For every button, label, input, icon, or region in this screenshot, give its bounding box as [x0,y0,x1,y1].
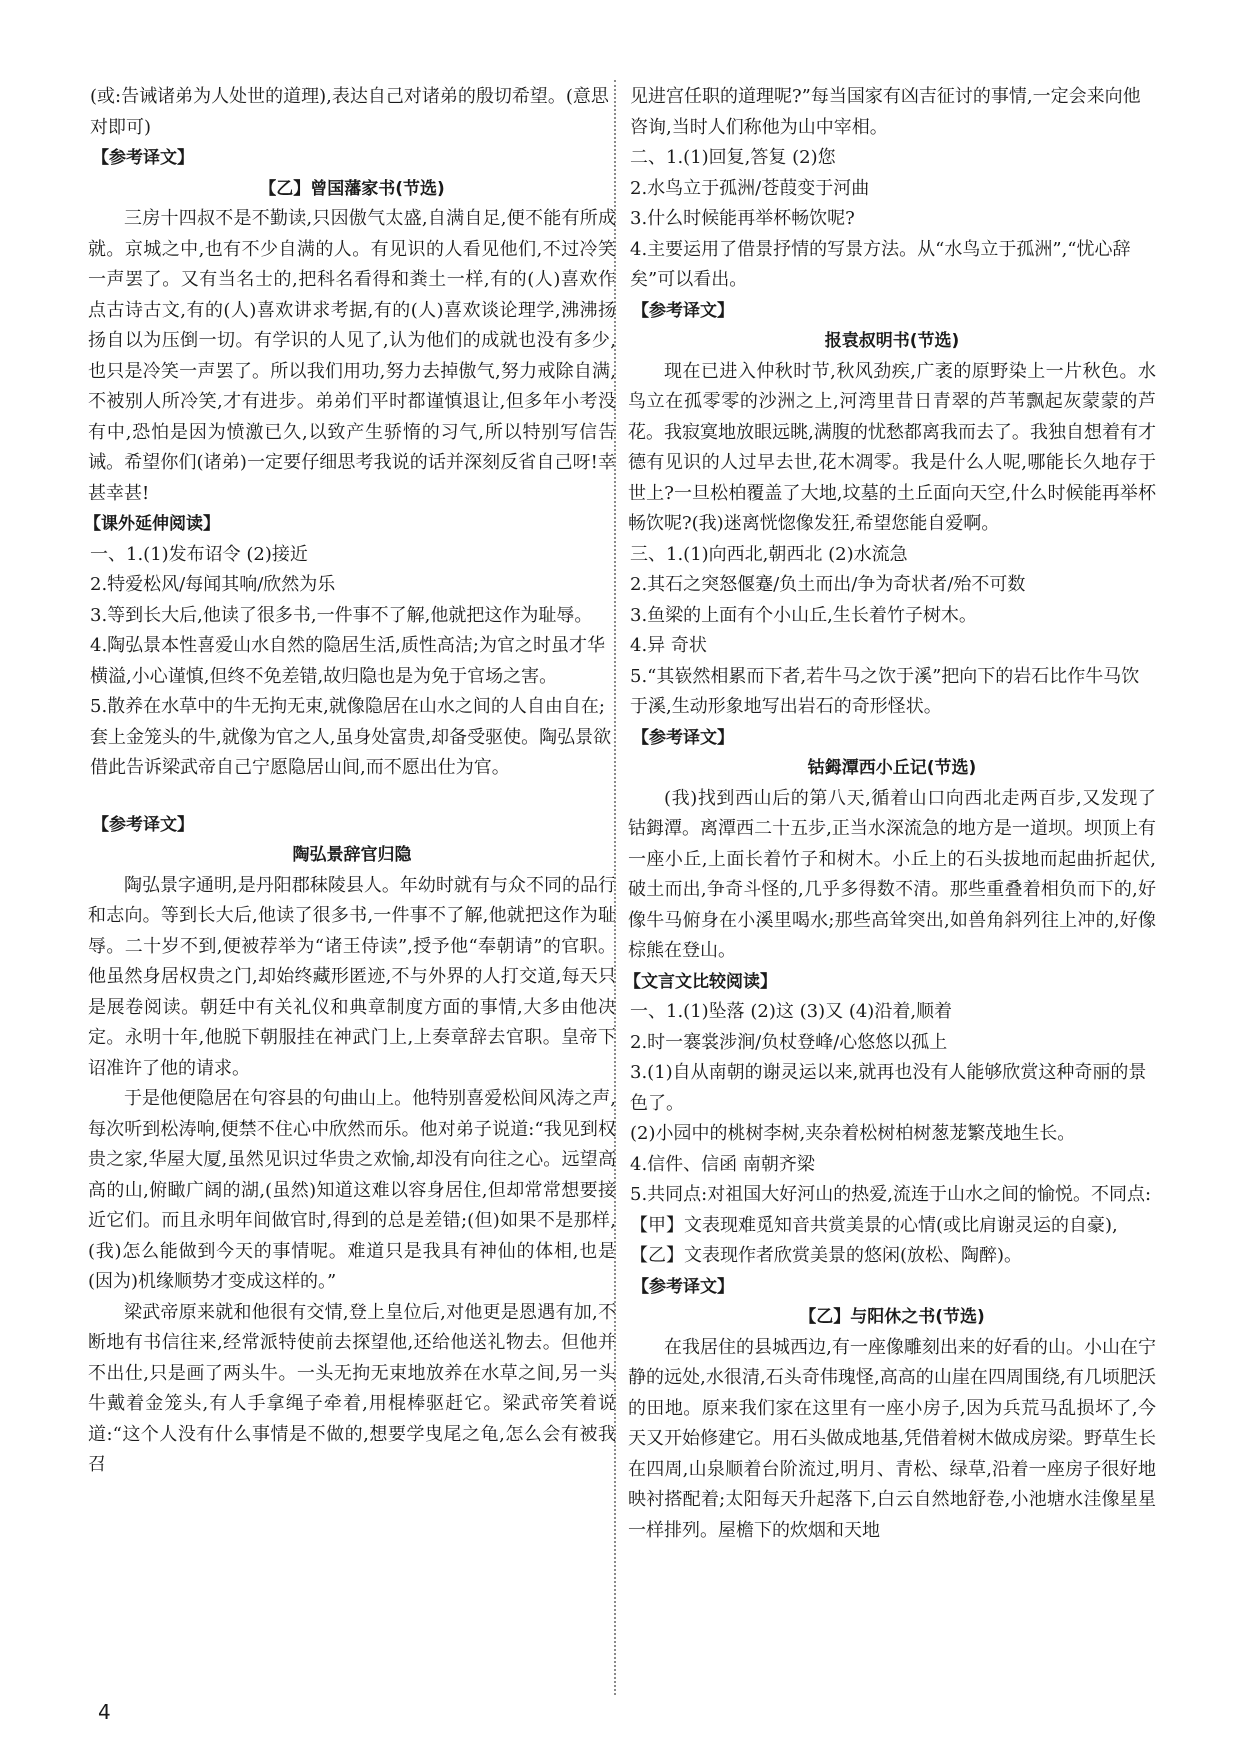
answer-line: 3.等到长大后,他读了很多书,一件事不了解,他就把这作为耻辱。 [90,604,593,626]
answer-line: 2.特爱松风/每闻其响/欣然为乐 [90,574,336,595]
answer-line: 一、1.(1)发布诏令 (2)接近 [90,543,308,565]
reference-translation-label: 【参考译文】 [92,148,194,168]
spacer [88,784,616,810]
answer-line: 5.散养在水草中的牛无拘无束,就像隐居在山水之间的人自由自在;套上金笼头的牛,就像为官之人,虽身处富贵,却备受驱使。陶弘景欲借此告诉梁武帝自己宁愿隐居山间,而不愿出仕为官。 [90,696,612,778]
reference-translation-label: 【参考译文】 [632,727,734,748]
answer-line: 3.鱼梁的上面有个小山丘,生长着竹子树木。 [630,604,977,626]
translation-paragraph: (我)找到西山后的第八天,循着山口向西北走两百步,又发现了钴鉧潭。离潭西二十五步,正当水深流急的地方是一道坝。坝顶上有一座小丘,上面长着竹子和树木。小丘上的石头拔地而起曲折起伏,破土而出,争奇斗怪的,几乎多得数不清。那些重叠着相负而下的,好像牛马俯身在小溪里喝水;那些高耸突出,如兽角斜列往上冲的,好像棕熊在登山。 [628,787,1156,961]
passage-title: 陶弘景辞官归隐 [292,845,412,865]
answer-line: 4.异 奇状 [630,635,707,656]
section-heading: 【文言文比较阅读】 [624,971,777,992]
answer-line: 3.什么时候能再举杯畅饮呢? [630,208,855,229]
answer-line: 4.主要运用了借景抒情的写景方法。从“水鸟立于孤洲”,“忧心辞矣”可以看出。 [630,238,1131,290]
column-divider [614,80,616,1695]
translation-paragraph: 在我居住的县城西边,有一座像雕刻出来的好看的山。小山在宁静的远处,水很清,石头奇伟瑰怪,高高的山崖在四周围绕,有几顷肥沃的田地。原来我们家在这里有一座小房子,因为兵荒马乱损坏了,今天又开始修建它。用石头做成地基,凭借着树木做成房梁。野草生长在四周,山泉顺着台阶流过,明月、青松、绿草,沿着一座房子很好地映衬搭配着;太阳每天升起落下,白云自然地舒卷,小池塘水洼像星星一样排列。屋檐下的炊烟和天地 [628,1336,1156,1541]
answer-line: 二、1.(1)回复,答复 (2)您 [630,147,836,168]
answer-line: 4.陶弘景本性喜爱山水自然的隐居生活,质性高洁;为官之时虽才华横溢,小心谨慎,但终不免差错,故归隐也是为免于官场之害。 [90,635,605,687]
reference-translation-label: 【参考译文】 [632,1276,734,1297]
translation-paragraph: 三房十四叔不是不勤读,只因傲气太盛,自满自足,便不能有所成就。京城之中,也有不少自满的人。有见识的人看见他们,不过冷笑一声罢了。又有当名士的,把科名看得和粪土一样,有的(人)喜欢作点古诗古文,有的(人)喜欢讲求考据,有的(人)喜欢谈论理学,沸沸扬扬自以为压倒一切。有学识的人见了,认为他们的成就也没有多少,也只是冷笑一声罢了。所以我们用功,努力去掉傲气,努力戒除自满,不被别人所冷笑,才有进步。弟弟们平时都谨慎退让,但多年小考没有中,恐怕是因为愤激已久,以致产生骄惰的习气,所以特别写信告诫。希望你们(诸弟)一定要仔细思考我说的话并深刻反省自己呀!幸甚幸甚! [88,208,616,504]
answer-line: (2)小园中的桃树李树,夹杂着松树柏树葱茏繁茂地生长。 [630,1123,1076,1144]
translation-paragraph: 梁武帝原来就和他很有交情,登上皇位后,对他更是恩遇有加,不断地有书信往来,经常派特使前去探望他,还给他送礼物去。但他并不出仕,只是画了两头牛。一头无拘无束地放养在水草之间,另一头牛戴着金笼头,有人手拿绳子牵着,用棍棒驱赶它。梁武帝笑着说道:“这个人没有什么事情是不做的,想要学曳尾之龟,怎么会有被我召 [88,1301,616,1475]
answer-line: 5.共同点:对祖国大好河山的热爱,流连于山水之间的愉悦。不同点:【甲】文表现难觅知音共赏美景的心情(或比肩谢灵运的自豪),【乙】文表现作者欣赏美景的悠闲(放松、陶醉)。 [630,1184,1152,1266]
answer-line: 2.其石之突怒偃蹇/负土而出/争为奇状者/殆不可数 [630,574,1026,595]
passage-title: 报袁叔明书(节选) [824,331,960,351]
left-column [84,82,616,1481]
passage-title: 钴鉧潭西小丘记(节选) [807,758,977,778]
answer-line: 一、1.(1)坠落 (2)这 (3)又 (4)沿着,顺着 [630,1001,953,1022]
answer-line: 5.“其嵚然相累而下者,若牛马之饮于溪”把向下的岩石比作牛马饮于溪,生动形象地写出岩石的奇形怪状。 [630,665,1140,717]
passage-title: 【乙】曾国藩家书(节选) [259,178,445,199]
answer-line: 见进宫任职的道理呢?”每当国家有凶吉征讨的事情,一定会来向他咨询,当时人们称他为山中宰相。 [630,86,1141,138]
answer-line: 2.水鸟立于孤洲/苍葭变于河曲 [630,177,870,199]
answer-line: 4.信件、信函 南朝齐梁 [630,1153,815,1175]
answer-line: 三、1.(1)向西北,朝西北 (2)水流急 [630,543,908,565]
translation-paragraph: 现在已进入仲秋时节,秋风劲疾,广袤的原野染上一片秋色。水鸟立在孤零零的沙洲之上,河湾里昔日青翠的芦苇飘起灰蒙蒙的芦花。我寂寞地放眼远眺,满腹的忧愁都离我而去了。我独自想着有才德有见识的人过早去世,花木凋零。我是什么人呢,哪能长久地存于世上?一旦松柏覆盖了大地,坟墓的土丘面向天空,什么时候能再举杯畅饮呢?(我)迷离恍惚像发狂,希望您能自爱啊。 [628,360,1156,534]
section-heading: 【课外延伸阅读】 [84,514,220,534]
answer-line: 3.(1)自从南朝的谢灵运以来,就再也没有人能够欣赏这种奇丽的景色了。 [630,1062,1147,1114]
translation-paragraph: 于是他便隐居在句容县的句曲山上。他特别喜爱松间风涛之声,每次听到松涛响,便禁不住心中欣然而乐。他对弟子说道:“我见到权贵之家,华屋大厦,虽然见识过华贵之欢愉,却没有向往之心。远望高高的山,俯瞰广阔的湖,(虽然)知道这难以容身居住,但却常常想要接近它们。而且永明年间做官时,得到的总是差错;(但)如果不是那样,(我)怎么能做到今天的事情呢。难道只是我具有神仙的体相,也是(因为)机缘顺势才变成这样的。” [88,1088,616,1292]
translation-paragraph: 陶弘景字通明,是丹阳郡秣陵县人。年幼时就有与众不同的品行和志向。等到长大后,他读了很多书,一件事不了解,他就把这作为耻辱。二十岁不到,便被荐举为“诸王侍读”,授予他“奉朝请”的官职。他虽然身居权贵之门,却始终藏形匿迹,不与外界的人打交道,每天只是展卷阅读。朝廷中有关礼仪和典章制度方面的事情,大多由他决定。永明十年,他脱下朝服挂在神武门上,上奏章辞去官职。皇帝下诏准许了他的请求。 [88,874,616,1079]
answer-line: 2.时一褰裳涉涧/负杖登峰/心悠悠以孤上 [630,1031,948,1053]
passage-title: 【乙】与阳休之书(节选) [799,1307,985,1327]
answer-line: (或:告诫诸弟为人处世的道理),表达自己对诸弟的殷切希望。(意思对即可) [90,86,609,138]
page-number: 4 [98,1700,111,1724]
right-column [624,82,1156,1546]
reference-translation-label: 【参考译文】 [92,814,194,835]
reference-translation-label: 【参考译文】 [632,300,734,321]
